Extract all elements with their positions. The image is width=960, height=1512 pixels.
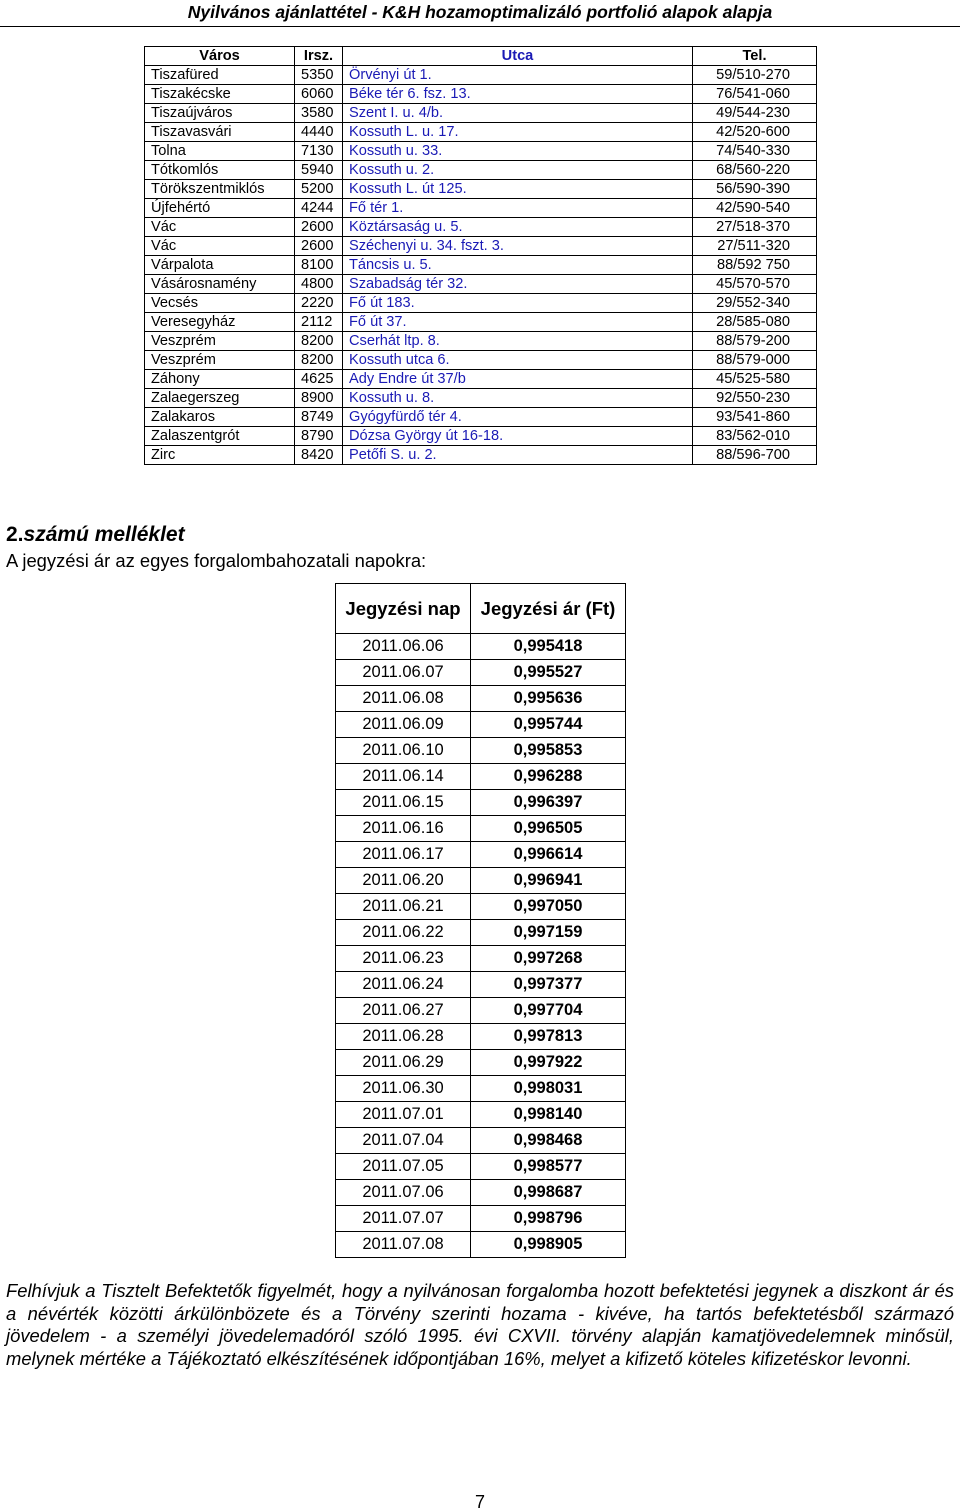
table-row xyxy=(336,712,626,738)
subscription-price: 0,996397 xyxy=(471,790,626,816)
branch-city: Zalakaros xyxy=(145,408,295,427)
subscription-day: 2011.06.22 xyxy=(336,920,471,946)
subscription-price: 0,998687 xyxy=(471,1180,626,1206)
subscription-price-table xyxy=(335,583,626,1258)
branch-zip: 5200 xyxy=(295,180,343,199)
branch-city: Tótkomlós xyxy=(145,161,295,180)
subscription-day: 2011.06.08 xyxy=(336,686,471,712)
branch-zip: 5940 xyxy=(295,161,343,180)
branch-street: Ady Endre út 37/b xyxy=(343,370,693,389)
subscription-day: 2011.06.15 xyxy=(336,790,471,816)
table-row xyxy=(336,1180,626,1206)
column-header-subscription-price: Jegyzési ár (Ft) xyxy=(471,584,626,634)
branch-address-table xyxy=(144,46,817,465)
branch-phone: 45/525-580 xyxy=(693,370,817,389)
branch-zip: 4244 xyxy=(295,199,343,218)
branch-phone: 29/552-340 xyxy=(693,294,817,313)
subscription-price: 0,998140 xyxy=(471,1102,626,1128)
branch-zip: 8420 xyxy=(295,446,343,465)
table-row xyxy=(336,686,626,712)
branch-phone: 59/510-270 xyxy=(693,66,817,85)
appendix-subtitle: A jegyzési ár az egyes forgalombahozatali napokra: xyxy=(6,550,427,571)
branch-street: Szabadság tér 32. xyxy=(343,275,693,294)
branch-phone: 76/541-060 xyxy=(693,85,817,104)
branch-zip: 8900 xyxy=(295,389,343,408)
table-row xyxy=(336,1024,626,1050)
subscription-day: 2011.06.30 xyxy=(336,1076,471,1102)
subscription-day: 2011.06.07 xyxy=(336,660,471,686)
table-row xyxy=(145,123,817,142)
branch-phone: 74/540-330 xyxy=(693,142,817,161)
table-row xyxy=(336,1050,626,1076)
subscription-day: 2011.06.28 xyxy=(336,1024,471,1050)
branch-zip: 8790 xyxy=(295,427,343,446)
header-rule xyxy=(0,26,960,27)
table-row xyxy=(145,180,817,199)
branch-phone: 88/579-200 xyxy=(693,332,817,351)
subscription-day: 2011.06.23 xyxy=(336,946,471,972)
subscription-price: 0,995418 xyxy=(471,634,626,660)
subscription-day: 2011.06.14 xyxy=(336,764,471,790)
branch-street: Dózsa György út 16-18. xyxy=(343,427,693,446)
branch-city: Veresegyház xyxy=(145,313,295,332)
subscription-price: 0,997268 xyxy=(471,946,626,972)
column-header-city: Város xyxy=(145,47,295,66)
branch-street: Fő út 37. xyxy=(343,313,693,332)
price-table-header-row xyxy=(336,584,626,634)
column-header-phone: Tel. xyxy=(693,47,817,66)
subscription-price: 0,997159 xyxy=(471,920,626,946)
subscription-price: 0,996505 xyxy=(471,816,626,842)
page-number: 7 xyxy=(474,1492,485,1512)
subscription-price: 0,995527 xyxy=(471,660,626,686)
branch-street: Gyógyfürdő tér 4. xyxy=(343,408,693,427)
subscription-day: 2011.07.01 xyxy=(336,1102,471,1128)
table-row xyxy=(336,1076,626,1102)
table-row xyxy=(145,389,817,408)
table-row xyxy=(336,842,626,868)
subscription-price: 0,998577 xyxy=(471,1154,626,1180)
subscription-day: 2011.07.08 xyxy=(336,1232,471,1258)
table-row xyxy=(336,1128,626,1154)
branch-street: Béke tér 6. fsz. 13. xyxy=(343,85,693,104)
table-row xyxy=(145,275,817,294)
subscription-price: 0,996288 xyxy=(471,764,626,790)
table-row xyxy=(145,237,817,256)
table-row xyxy=(145,66,817,85)
branch-zip: 8200 xyxy=(295,332,343,351)
branch-phone: 88/596-700 xyxy=(693,446,817,465)
appendix-number: 2. xyxy=(6,523,24,546)
table-row xyxy=(336,868,626,894)
branch-city: Törökszentmiklós xyxy=(145,180,295,199)
table-row xyxy=(336,764,626,790)
branch-city: Tiszavasvári xyxy=(145,123,295,142)
branch-zip: 8100 xyxy=(295,256,343,275)
branch-phone: 92/550-230 xyxy=(693,389,817,408)
subscription-price: 0,997813 xyxy=(471,1024,626,1050)
branch-street: Széchenyi u. 34. fszt. 3. xyxy=(343,237,693,256)
branch-phone: 42/590-540 xyxy=(693,199,817,218)
branch-street: Petőfi S. u. 2. xyxy=(343,446,693,465)
table-row xyxy=(145,313,817,332)
branch-street: Köztársaság u. 5. xyxy=(343,218,693,237)
branch-city: Záhony xyxy=(145,370,295,389)
subscription-day: 2011.06.06 xyxy=(336,634,471,660)
branch-city: Zirc xyxy=(145,446,295,465)
branch-city: Zalaszentgrót xyxy=(145,427,295,446)
branch-zip: 8749 xyxy=(295,408,343,427)
branch-phone: 93/541-860 xyxy=(693,408,817,427)
table-row xyxy=(145,294,817,313)
branch-zip: 4440 xyxy=(295,123,343,142)
table-row xyxy=(145,142,817,161)
table-row xyxy=(145,199,817,218)
branch-zip: 7130 xyxy=(295,142,343,161)
branch-zip: 6060 xyxy=(295,85,343,104)
subscription-day: 2011.06.21 xyxy=(336,894,471,920)
branch-street: Kossuth u. 2. xyxy=(343,161,693,180)
branch-phone: 88/579-000 xyxy=(693,351,817,370)
column-header-subscription-day: Jegyzési nap xyxy=(336,584,471,634)
subscription-day: 2011.07.04 xyxy=(336,1128,471,1154)
branch-street: Fő út 183. xyxy=(343,294,693,313)
subscription-day: 2011.07.07 xyxy=(336,1206,471,1232)
subscription-price: 0,995636 xyxy=(471,686,626,712)
branch-street: Táncsis u. 5. xyxy=(343,256,693,275)
branch-zip: 5350 xyxy=(295,66,343,85)
subscription-day: 2011.07.05 xyxy=(336,1154,471,1180)
subscription-day: 2011.06.10 xyxy=(336,738,471,764)
table-row xyxy=(336,998,626,1024)
branch-city: Vásárosnamény xyxy=(145,275,295,294)
subscription-price: 0,998796 xyxy=(471,1206,626,1232)
table-row xyxy=(336,1102,626,1128)
branch-phone: 88/592 750 xyxy=(693,256,817,275)
subscription-price: 0,998905 xyxy=(471,1232,626,1258)
table-row xyxy=(336,920,626,946)
branch-phone: 27/518-370 xyxy=(693,218,817,237)
branch-city: Vác xyxy=(145,218,295,237)
table-row xyxy=(145,161,817,180)
table-row xyxy=(145,256,817,275)
table-row xyxy=(336,790,626,816)
branch-table-header-row xyxy=(145,47,817,66)
branch-zip: 3580 xyxy=(295,104,343,123)
branch-street: Kossuth u. 8. xyxy=(343,389,693,408)
branch-street: Kossuth u. 33. xyxy=(343,142,693,161)
table-row xyxy=(336,660,626,686)
table-row xyxy=(145,446,817,465)
branch-zip: 4800 xyxy=(295,275,343,294)
branch-street: Fő tér 1. xyxy=(343,199,693,218)
branch-zip: 8200 xyxy=(295,351,343,370)
table-row xyxy=(336,1232,626,1258)
branch-phone: 68/560-220 xyxy=(693,161,817,180)
subscription-day: 2011.07.06 xyxy=(336,1180,471,1206)
branch-city: Várpalota xyxy=(145,256,295,275)
branch-street: Szent I. u. 4/b. xyxy=(343,104,693,123)
appendix-title-text: számú melléklet xyxy=(23,523,185,546)
subscription-price: 0,998468 xyxy=(471,1128,626,1154)
appendix-title xyxy=(6,523,185,547)
branch-street: Kossuth L. u. 17. xyxy=(343,123,693,142)
table-row xyxy=(145,408,817,427)
branch-city: Tiszafüred xyxy=(145,66,295,85)
table-row xyxy=(145,351,817,370)
branch-street: Örvényi út 1. xyxy=(343,66,693,85)
subscription-price: 0,996614 xyxy=(471,842,626,868)
branch-street: Kossuth utca 6. xyxy=(343,351,693,370)
table-row xyxy=(145,218,817,237)
branch-phone: 45/570-570 xyxy=(693,275,817,294)
subscription-day: 2011.06.24 xyxy=(336,972,471,998)
branch-city: Veszprém xyxy=(145,332,295,351)
subscription-day: 2011.06.09 xyxy=(336,712,471,738)
branch-zip: 2600 xyxy=(295,237,343,256)
subscription-day: 2011.06.27 xyxy=(336,998,471,1024)
table-row xyxy=(145,427,817,446)
table-row xyxy=(336,946,626,972)
branch-city: Tiszakécske xyxy=(145,85,295,104)
subscription-price: 0,997050 xyxy=(471,894,626,920)
table-row xyxy=(336,894,626,920)
subscription-day: 2011.06.17 xyxy=(336,842,471,868)
subscription-day: 2011.06.20 xyxy=(336,868,471,894)
branch-zip: 2600 xyxy=(295,218,343,237)
branch-zip: 2112 xyxy=(295,313,343,332)
table-row xyxy=(145,370,817,389)
branch-phone: 83/562-010 xyxy=(693,427,817,446)
branch-street: Cserhát ltp. 8. xyxy=(343,332,693,351)
table-row xyxy=(145,85,817,104)
subscription-price: 0,997377 xyxy=(471,972,626,998)
branch-city: Tolna xyxy=(145,142,295,161)
subscription-day: 2011.06.16 xyxy=(336,816,471,842)
table-row xyxy=(145,332,817,351)
column-header-zip: Irsz. xyxy=(295,47,343,66)
branch-city: Zalaegerszeg xyxy=(145,389,295,408)
branch-city: Tiszaújváros xyxy=(145,104,295,123)
branch-phone: 56/590-390 xyxy=(693,180,817,199)
table-row xyxy=(336,972,626,998)
branch-city: Veszprém xyxy=(145,351,295,370)
branch-city: Vecsés xyxy=(145,294,295,313)
branch-phone: 28/585-080 xyxy=(693,313,817,332)
table-row xyxy=(336,738,626,764)
table-row xyxy=(336,634,626,660)
branch-city: Vác xyxy=(145,237,295,256)
subscription-price: 0,996941 xyxy=(471,868,626,894)
table-row xyxy=(336,1154,626,1180)
table-row xyxy=(336,1206,626,1232)
branch-zip: 4625 xyxy=(295,370,343,389)
subscription-day: 2011.06.29 xyxy=(336,1050,471,1076)
document-header: Nyilvános ajánlattétel - K&H hozamoptimalizáló portfolió alapok alapja xyxy=(187,2,773,22)
table-row xyxy=(145,104,817,123)
branch-phone: 49/544-230 xyxy=(693,104,817,123)
subscription-price: 0,998031 xyxy=(471,1076,626,1102)
branch-phone: 27/511-320 xyxy=(693,237,817,256)
subscription-price: 0,997922 xyxy=(471,1050,626,1076)
subscription-price: 0,997704 xyxy=(471,998,626,1024)
column-header-street: Utca xyxy=(343,47,693,66)
branch-street: Kossuth L. út 125. xyxy=(343,180,693,199)
subscription-price: 0,995853 xyxy=(471,738,626,764)
table-row xyxy=(336,816,626,842)
tax-notice-paragraph: Felhívjuk a Tisztelt Befektetők figyelmét, hogy a nyilvánosan forgalomba hozott befektetési jegynek a diszkont ár és a névérték közötti árkülönbözete és a Törvény szerinti hozama - kivéve, ha tartós befektetésből származó jövedelem - a személyi jövedelemadóról szóló 1995. évi CXVII. törvény alapján kamatjövedelemnek minősül, melynek mértéke a Tájékoztató elkészítésének időpontjában 16%, melyet a kifizető köteles kifizetéskor levonni. xyxy=(6,1280,954,1369)
branch-zip: 2220 xyxy=(295,294,343,313)
subscription-price: 0,995744 xyxy=(471,712,626,738)
branch-city: Újfehértó xyxy=(145,199,295,218)
branch-phone: 42/520-600 xyxy=(693,123,817,142)
